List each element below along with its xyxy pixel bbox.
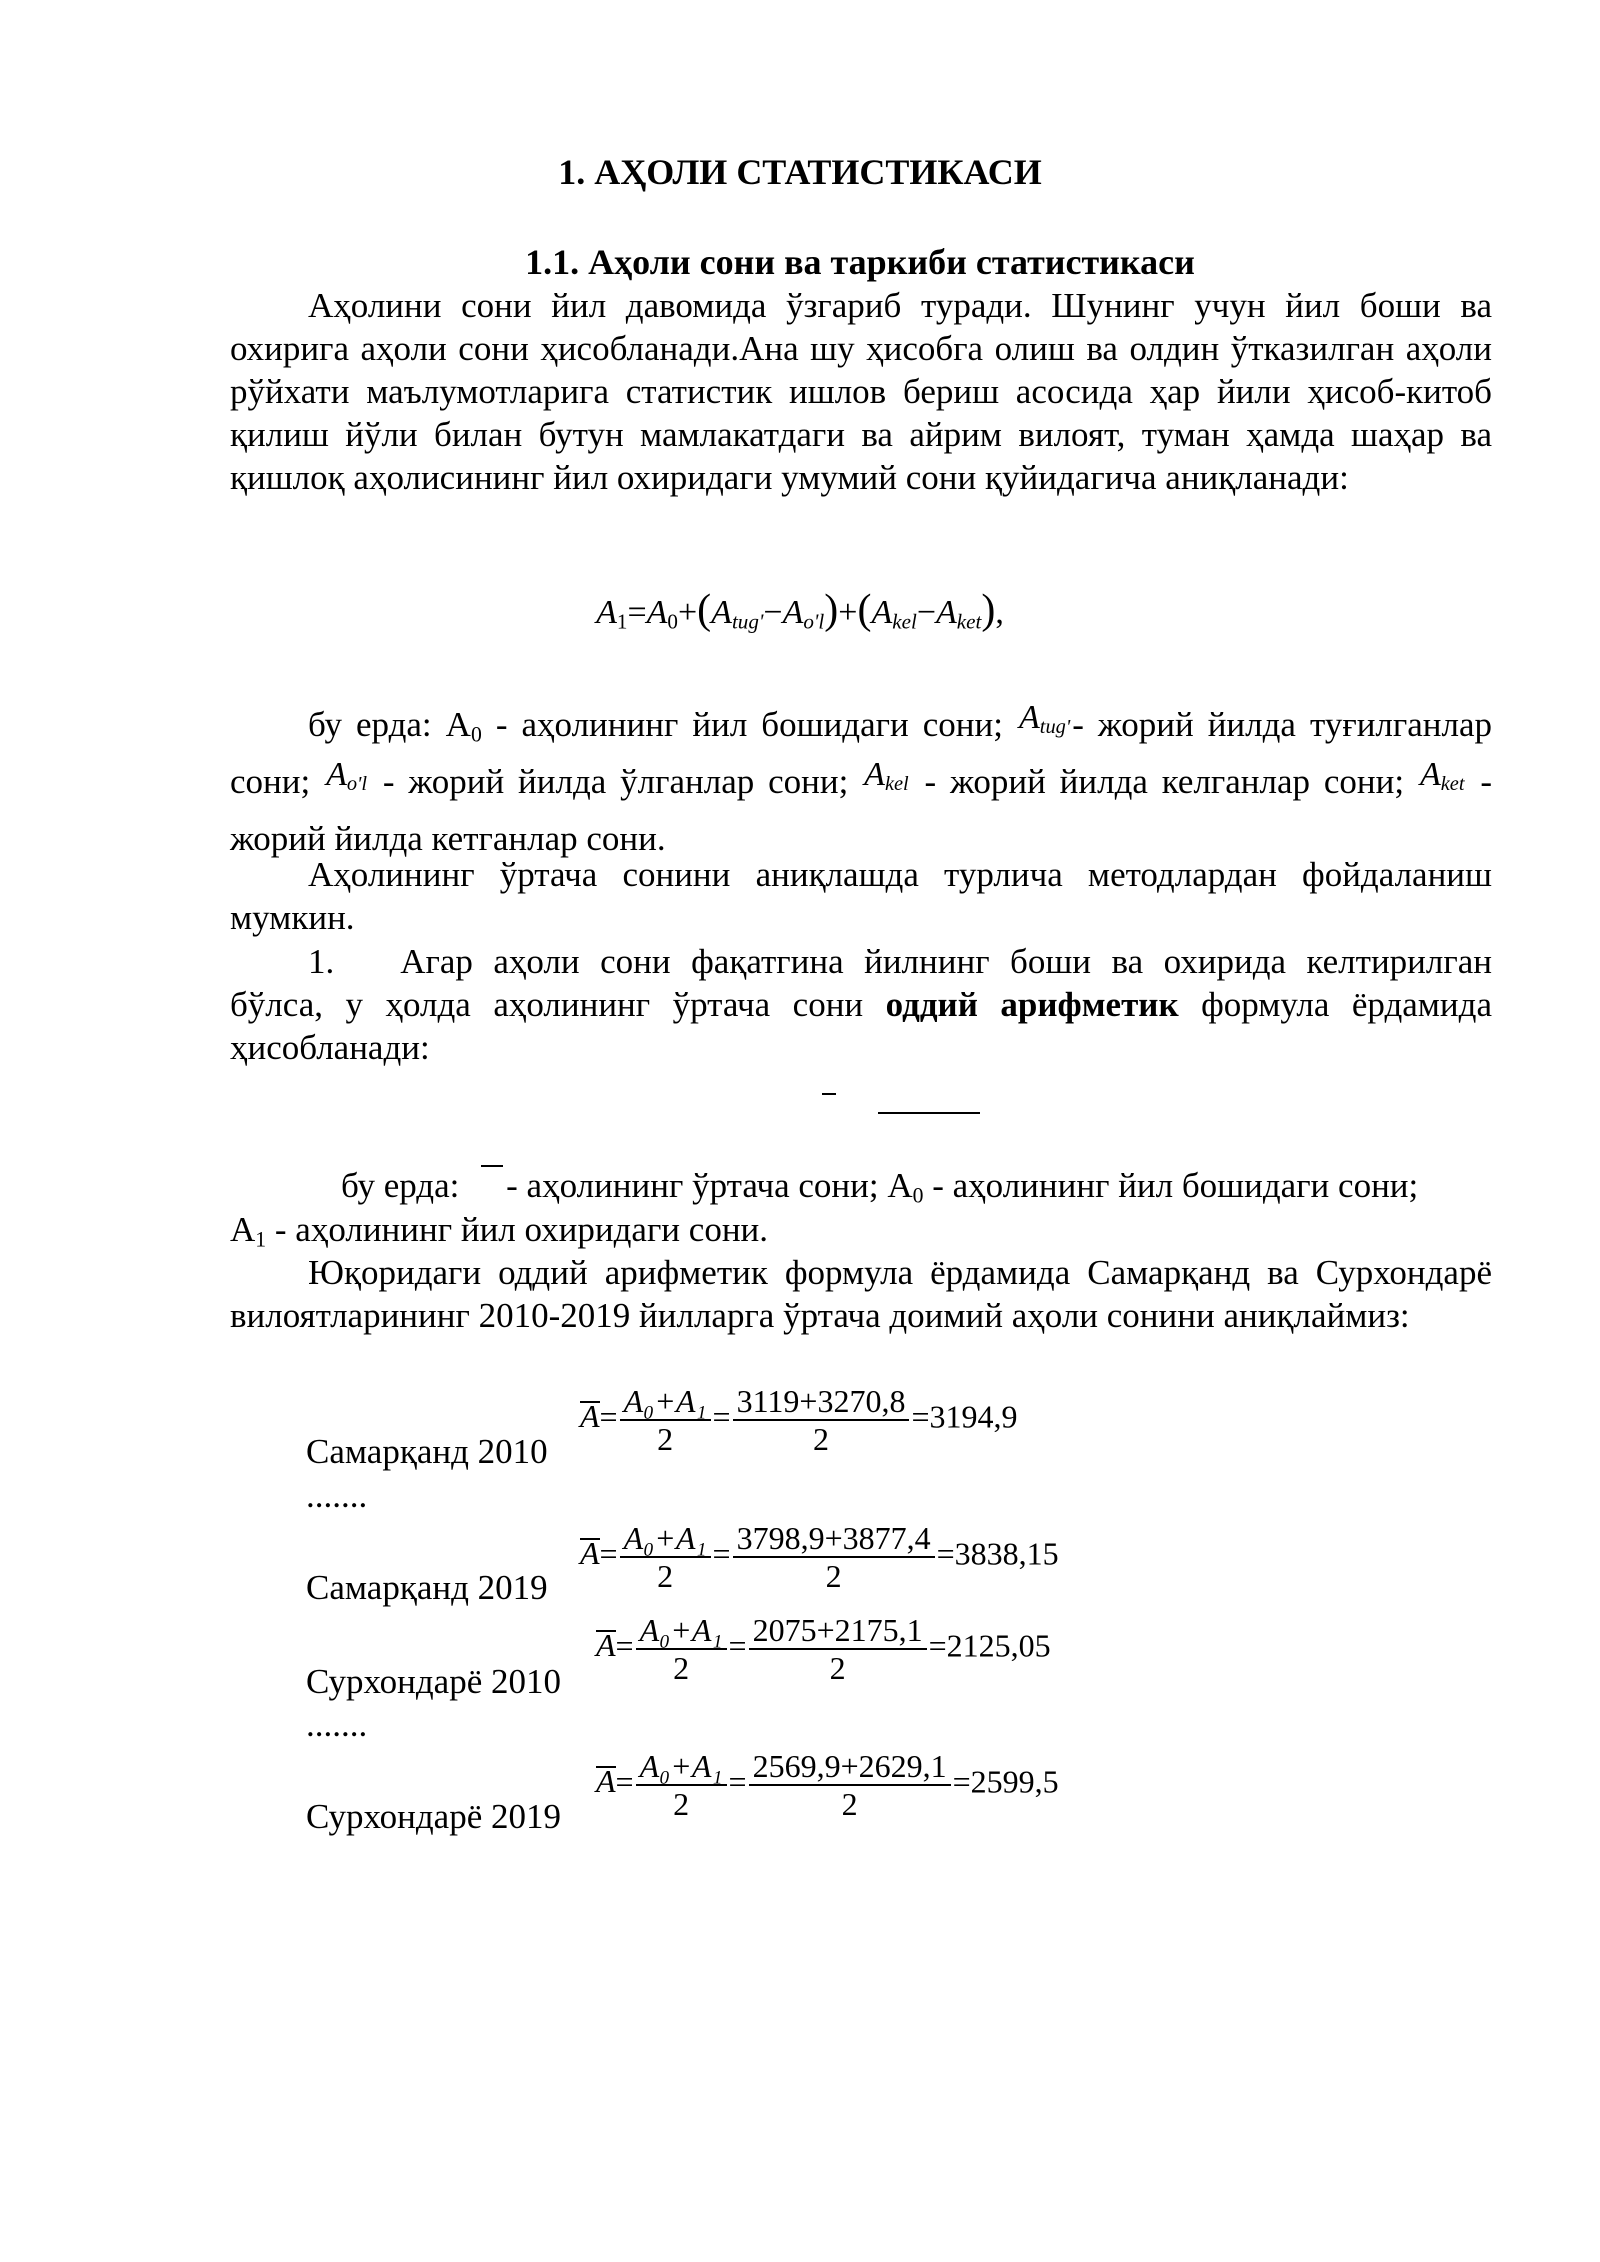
ellipsis-2: ....... — [306, 1705, 368, 1744]
ellipsis-1: ....... — [306, 1476, 368, 1515]
calc-label-surkhandarya-2019: Сурхондарё 2019 — [306, 1797, 561, 1836]
paragraph-intro: Аҳолини сони йил давомида ўзгариб туради. Шунинг учун йил боши ва охирига аҳоли сони ҳисобланади.Ана шу ҳисобга олиш ва олдин ўтказилган аҳоли рўйхати маълумотларига статистик ишлов бериш асосида ҳар йили ҳисоб-китоб қилиш йўли билан бутун мамлакатдаги ва айрим вилоят, туман ҳамда шаҳар ва қишлоқ аҳолисининг йил охиридаги умумий сони қуйидагича аниқланади: — [230, 286, 1492, 497]
calc-formula-surkhandarya-2019: A= $\frac{\text{A₀+A₁}}{2}$ = $\frac{2569,9+2629,1}{2}$ =2599,5 — [596, 1748, 1059, 1822]
calc-label-surkhandarya-2010: Сурхондарё 2010 — [306, 1662, 561, 1701]
calc-label-samarkand-2019: Самарқанд 2019 — [306, 1568, 548, 1607]
calc-formula-surkhandarya-2010: A= $\frac{\text{A₀+A₁}}{2}$ = $\frac{2075+2175,1}{2}$ =2125,05 — [596, 1612, 1051, 1686]
calc-formula-samarkand-2019: A= $\frac{\text{A₀+A₁}}{2}$ = $\frac{3798,9+3877,4}{2}$ =3838,15 — [580, 1520, 1059, 1594]
a-ol-symbol: $A_{o'l}$ — [326, 756, 368, 796]
a-tug-symbol: $A_{tug'}$ — [1019, 699, 1071, 739]
paragraph-where-2-line2: $А_1$ - аҳолининг йил охиридаги сони. — [230, 1210, 769, 1252]
a-ket-symbol: $A_{ket}$ — [1419, 756, 1465, 796]
page-title: 1. АҲОЛИ СТАТИСТИКАСИ — [558, 152, 1042, 192]
section-subtitle: 1.1. Аҳоли сони ва таркиби статистикаси — [525, 242, 1195, 282]
paragraph-where-2-line1: бу ерда: - аҳолининг ўртача сони; $А_0$ - аҳолининг йил бошидаги сони; — [341, 1166, 1419, 1208]
calc-label-samarkand-2010: Самарқанд 2010 — [306, 1432, 548, 1471]
paragraph-where-1: бу ерда: $А_0$ - аҳолининг йил бошидаги сони; $A_{tug'}-$ жорий йилда туғилганлар сони; $A_{o'l}$ - жорий йилда ўлганлар сони; $A_{kel}$ - жорий йилда келганлар сони; $A_{ket}$ - жорий йилда кетганлар сони. — [230, 699, 1493, 858]
list-item-1: 1. Агар аҳоли сони фақатгина йилнинг боши ва охирида келтирилган бўлса, у ҳолда аҳолининг ўртача сони оддий арифметик формула ёрдамида ҳисобланади: — [230, 942, 1493, 1067]
formula-bar-short — [822, 1093, 836, 1095]
calc-formula-samarkand-2010: A= $\frac{\text{A₀+A₁}}{2}$ = $\frac{3119+3270,8}{2}$ =3194,9 — [580, 1383, 1018, 1457]
formula-bar-long — [878, 1112, 980, 1114]
a-kel-symbol: $A_{kel}$ — [864, 756, 909, 796]
population-formula: $A_1=A_0+(A_{tug'}-A_{o'l})+(A_{kel}-A_{ket})$, — [596, 587, 1004, 634]
paragraph-methods: Аҳолининг ўртача сонини аниқлашда турлича методлардан фойдаланиш мумкин. — [230, 855, 1492, 937]
paragraph-calc-intro: Юқоридаги оддий арифметик формула ёрдамида Самарқанд ва Сурхондарё вилоятларининг 2010-2019 йилларга ўртача доимий аҳоли сонини аниқлаймиз: — [230, 1253, 1492, 1335]
